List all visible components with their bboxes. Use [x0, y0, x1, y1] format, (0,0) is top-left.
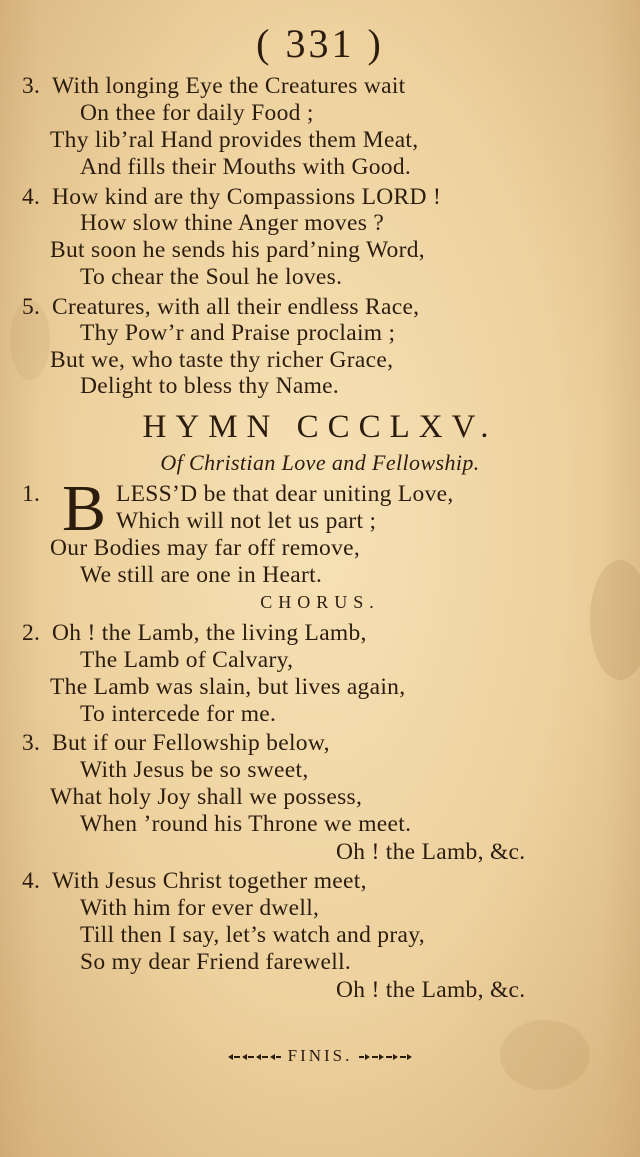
drop-cap: B: [62, 472, 107, 545]
verse-number: 1.: [22, 481, 41, 507]
verse-number: 2.: [22, 620, 41, 646]
verse-number: 3.: [22, 73, 41, 99]
verse-line: But we, who taste thy richer Grace,: [50, 347, 394, 373]
verse-line: On thee for daily Food ;: [80, 100, 314, 126]
finis-text: FINIS.: [287, 1046, 353, 1065]
verse-line: 2. Oh ! the Lamb, the living Lamb,: [22, 620, 367, 646]
verse-line: To intercede for me.: [80, 701, 277, 727]
verse-line: Which will not let us part ;: [116, 508, 377, 534]
right-ornament-icon: [358, 1053, 414, 1061]
hymn-subtitle: Of Christian Love and Fellowship.: [160, 450, 480, 475]
paper-stain: [590, 560, 640, 680]
verse-number: 3.: [22, 730, 41, 756]
finis-line: [0, 1046, 640, 1066]
verse-number: 4.: [22, 868, 41, 894]
verse-line: 4. How kind are thy Compassions LORD !: [22, 184, 442, 210]
verse-line: Our Bodies may far off remove,: [50, 535, 361, 561]
verse-number: 4.: [22, 184, 41, 210]
verse-line: 3. But if our Fellowship below,: [22, 730, 330, 756]
verse-line: Delight to bless thy Name.: [80, 373, 340, 399]
verse-line: 5. Creatures, with all their endless Race,: [22, 294, 420, 320]
verse-line: With Jesus be so sweet,: [80, 757, 309, 783]
verse-line: But soon he sends his pard’ning Word,: [50, 237, 425, 263]
verse-line: With him for ever dwell,: [80, 895, 320, 921]
verse-line: Thy lib’ral Hand provides them Meat,: [50, 127, 419, 153]
page-number: ( 331 ): [256, 21, 384, 66]
verse-line: And fills their Mouths with Good.: [80, 154, 412, 180]
verse-line: Thy Pow’r and Praise proclaim ;: [80, 320, 396, 346]
verse-line: So my dear Friend farewell.: [80, 949, 352, 975]
verse-line: The Lamb of Calvary,: [80, 647, 294, 673]
hymn-title: HYMN CCCLXV.: [142, 409, 498, 445]
verse-line: The Lamb was slain, but lives again,: [50, 674, 406, 700]
chorus-heading: CHORUS.: [260, 592, 380, 612]
refrain-line: Oh ! the Lamb, &c.: [336, 839, 526, 865]
verse-line: What holy Joy shall we possess,: [50, 784, 363, 810]
left-ornament-icon: [226, 1053, 282, 1061]
verse-line: To chear the Soul he loves.: [80, 264, 343, 290]
verse-number: 5.: [22, 294, 41, 320]
refrain-line: Oh ! the Lamb, &c.: [336, 977, 526, 1003]
verse-line: We still are one in Heart.: [80, 562, 323, 588]
verse-line: 3. With longing Eye the Creatures wait: [22, 73, 406, 99]
verse-line: LESS’D be that dear uniting Love,: [116, 481, 454, 507]
verse-line: How slow thine Anger moves ?: [80, 210, 385, 236]
verse-line: 4. With Jesus Christ together meet,: [22, 868, 367, 894]
verse-line: Till then I say, let’s watch and pray,: [80, 922, 425, 948]
verse-line: When ’round his Throne we meet.: [80, 811, 412, 837]
